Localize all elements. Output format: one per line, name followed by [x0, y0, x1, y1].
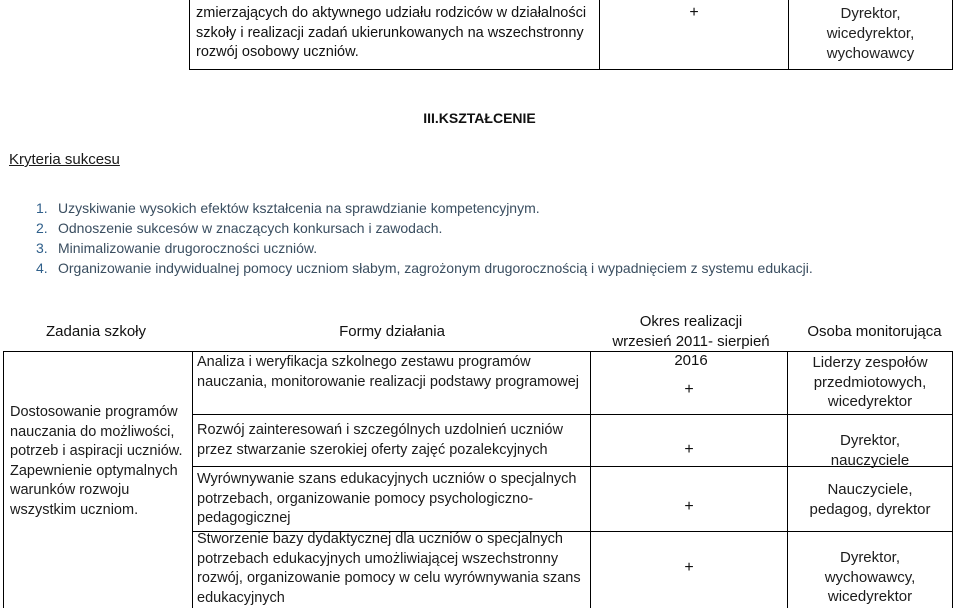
- task-cell: Dostosowanie programów nauczania do możliwości, potrzeb i aspiracji uczniów. Zapewnienie optymalnych warunków rozwoju wszystkim uczniom.: [10, 404, 183, 518]
- monitor-line: wychowawcy,: [824, 568, 916, 586]
- criteria-item: [36, 258, 936, 278]
- top-table-border-bottom: [189, 69, 953, 70]
- table-header-bottom: [3, 351, 953, 352]
- monitor-cell: [788, 431, 952, 470]
- criteria-item-number: 2.: [36, 220, 48, 236]
- monitor-line: Dyrektor,: [839, 549, 900, 566]
- period-cell: +: [684, 381, 694, 398]
- period-cell: +: [684, 498, 694, 515]
- table-border-col2: [192, 352, 193, 608]
- monitor-line: przedmiotowych,: [813, 373, 927, 391]
- monitor-line: wicedyrektor: [827, 588, 913, 605]
- top-monitor-line: wychowawcy: [826, 45, 915, 62]
- monitor-cell: [788, 353, 952, 412]
- criteria-item: [36, 238, 936, 258]
- top-monitor-cell: [789, 4, 952, 64]
- criteria-list: [36, 198, 936, 278]
- monitor-cell: [788, 548, 952, 607]
- form-cell: Stworzenie bazy dydaktycznej dla uczniów o specjalnych potrzebach edukacyjnych umożliwiającej wszechstronny rozwój, organizowanie pomocy w celu wyrównywania szans edukacyjnych: [197, 531, 581, 606]
- monitor-line: Liderzy zespołów: [812, 354, 928, 371]
- period-cell: +: [684, 559, 694, 576]
- monitor-line: wicedyrektor: [827, 393, 913, 410]
- monitor-line: pedagog, dyrektor: [809, 500, 931, 518]
- criteria-item-number: 4.: [36, 260, 48, 276]
- table-border-left: [3, 352, 4, 608]
- form-cell: Rozwój zainteresowań i szczególnych uzdolnień uczniów przez stwarzanie szerokiej oferty zajęć pozalekcyjnych: [197, 422, 563, 458]
- top-monitor-line: Dyrektor,: [840, 5, 901, 22]
- criteria-item-number: 3.: [36, 240, 48, 256]
- monitor-cell: [788, 480, 952, 519]
- criteria-item-text: Organizowanie indywidualnej pomocy uczniom słabym, zagrożonym drugorocznością i wypadnięciem z systemu edukacji.: [58, 260, 813, 276]
- header-period-line2: wrzesień 2011- sierpień 2016: [612, 332, 770, 369]
- criteria-item-number: 1.: [36, 200, 48, 216]
- criteria-item: [36, 198, 936, 218]
- criteria-item-text: Minimalizowanie drugoroczności uczniów.: [58, 240, 318, 256]
- header-tasks: Zadania szkoły: [45, 323, 147, 340]
- period-cell: +: [684, 441, 694, 458]
- header-monitor: Osoba monitorująca: [807, 323, 942, 340]
- top-task-text: zmierzających do aktywnego udziału rodziców w działalności szkoły i realizacji zadań ukierunkowanych na wszechstronny rozwój osobowy uczniów.: [196, 5, 587, 60]
- top-table-border-right: [952, 0, 953, 70]
- monitor-line: Nauczyciele,: [827, 481, 913, 498]
- criteria-item-text: Uzyskiwanie wysokich efektów kształcenia na sprawdzianie kompetencyjnym.: [58, 200, 540, 216]
- monitor-line: nauczyciele: [830, 451, 910, 469]
- form-cell: Analiza i weryfikacja szkolnego zestawu programów nauczania, monitorowanie realizacji podstawy programowej: [197, 354, 580, 390]
- top-monitor-line: wicedyrektor,: [826, 25, 915, 42]
- header-forms: Formy działania: [339, 323, 445, 340]
- header-period: [598, 312, 784, 371]
- criteria-item: [36, 218, 936, 238]
- form-cell: Wyrównywanie szans edukacyjnych uczniów o specjalnych potrzebach, organizowanie pomocy psychologiczno-pedagogicznej: [197, 471, 577, 526]
- table-row-divider: [192, 414, 953, 415]
- header-period-line1: Okres realizacji: [639, 313, 743, 330]
- criteria-item-text: Odnoszenie sukcesów w znaczących konkursach i zawodach.: [58, 220, 443, 236]
- monitor-line: Dyrektor,: [839, 432, 900, 449]
- top-period-mark: +: [689, 4, 699, 21]
- section-heading: III.KSZTAŁCENIE: [423, 110, 536, 126]
- criteria-title: Kryteria sukcesu: [9, 151, 120, 168]
- table-border-right: [952, 352, 953, 608]
- top-table-border-left: [189, 0, 190, 70]
